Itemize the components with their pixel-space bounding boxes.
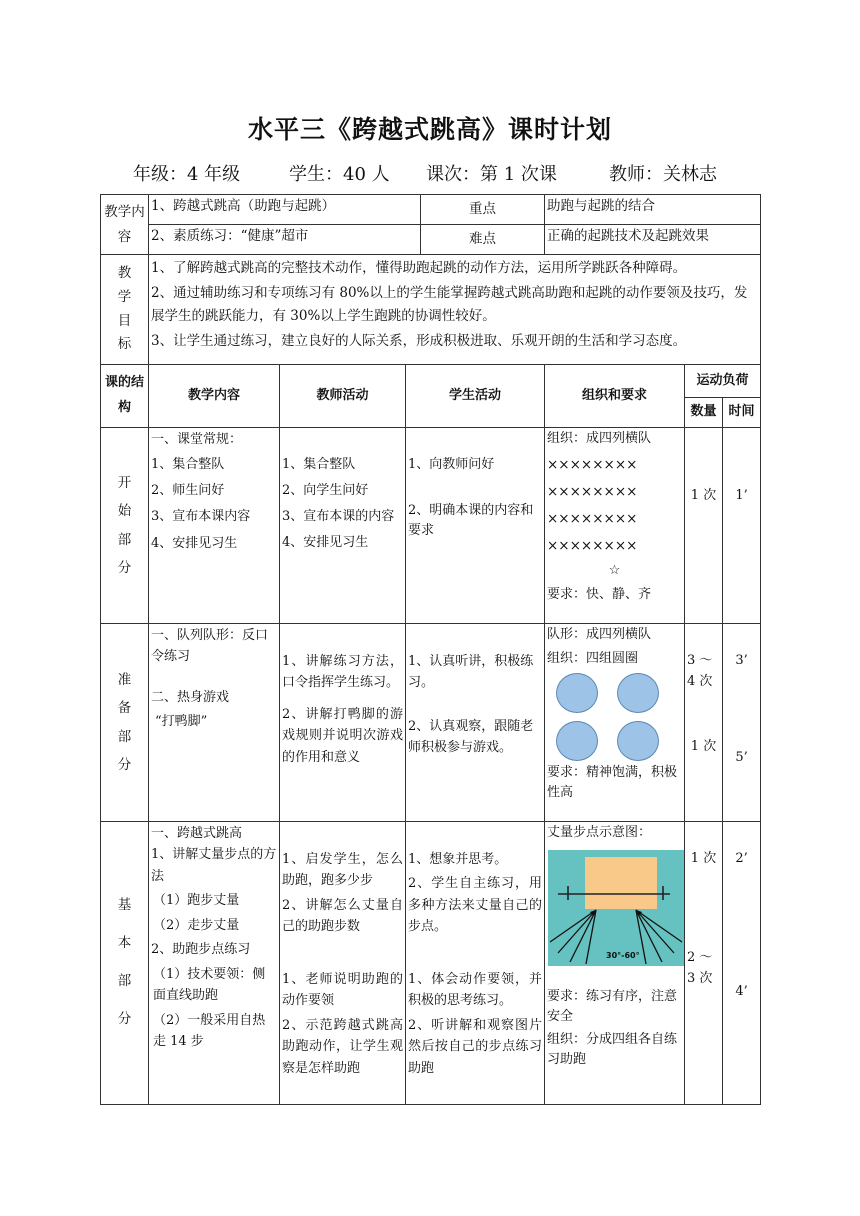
basic-teacher-1: 1、启发学生，怎么助跑，跑多少步 [282, 852, 403, 889]
start-teacher-3: 4、安排见习生 [282, 535, 369, 551]
header-time: 时间 [723, 398, 761, 428]
basic-student-3: 1、体会动作要领，并积极的思考练习。 [408, 971, 542, 1009]
start-teacher-0: 1、集合整队 [282, 457, 356, 472]
basic-student [406, 822, 545, 1105]
prep-org [545, 624, 685, 822]
prep-content-3: “打鸭脚” [155, 714, 208, 730]
basic-content-4: 2、助跑步点练习 [151, 942, 251, 958]
basic-content [149, 822, 280, 1105]
circle-groups [547, 669, 682, 763]
teacher-star-icon: ☆ [608, 562, 621, 578]
header-teacher: 教师活动 [280, 365, 406, 428]
lesson-info: 课次：第 1 次课 [426, 164, 557, 185]
basic-content-6: （2）一般采用自热走 14 步 [153, 1012, 266, 1049]
basic-time-1: 2’ [735, 851, 748, 866]
start-content-0: 一、课堂常规： [151, 432, 243, 447]
start-org-title: 组织：成四列横队 [547, 431, 652, 446]
goal-2: 2、通过辅助练习和专项练习有 80%以上的学生能掌握跨越式跳高助跑和起跳的动作要领及技巧，发展学生的跳跃能力，有 30%以上学生跑跳的协调性较好。 [151, 284, 748, 324]
content-label: 教学内容 [101, 195, 149, 255]
page-title: 水平三《跨越式跳高》课时计划 [247, 115, 612, 144]
prep-teacher-2: 2、讲解打鸭脚的游戏规则并说明次游戏的作用和意义 [282, 706, 403, 765]
landing-mat [585, 857, 657, 909]
start-requirement: 要求：快、静、齐 [547, 586, 652, 602]
basic-student-4: 2、听讲解和观察图片然后按自己的步点练习助跑 [408, 1017, 542, 1076]
goal-1: 1、了解跨越式跳高的完整技术动作，懂得助跑起跳的动作方法，运用所学跳跃各种障碍。 [151, 260, 687, 276]
basic-content-3: （2）走步丈量 [153, 917, 240, 933]
formation-row-1: ×××××××× [547, 457, 638, 474]
prep-content-2: 二、热身游戏 [151, 689, 230, 705]
start-time: 1’ [723, 428, 761, 624]
basic-count [685, 822, 723, 1105]
angle-label: 30°-60° [606, 951, 640, 961]
start-content-2: 2、师生问好 [151, 483, 225, 499]
prep-content-1: 一、队列队形：反口令练习 [151, 628, 269, 665]
prep-org-1: 队形：成四列横队 [547, 627, 652, 642]
teacher-info: 教师：关林志 [609, 164, 717, 185]
prep-teacher [280, 624, 406, 822]
prep-content [149, 624, 280, 822]
header-count: 数量 [685, 398, 723, 428]
start-org [545, 428, 685, 624]
basic-content-0: 一、跨越式跳高 [151, 826, 243, 841]
start-student-1: 2、明确本课的内容和要求 [408, 503, 534, 539]
start-content-4: 4、安排见习生 [151, 535, 238, 551]
formation-row-4: ×××××××× [547, 537, 638, 554]
basic-teacher-3: 1、老师说明助跑的动作要领 [282, 971, 403, 1009]
start-content [149, 428, 280, 624]
basic-student-2: 2、学生自主练习，用多种方法来丈量自己的步点。 [408, 876, 542, 935]
basic-label: 基本部分 [101, 822, 149, 1105]
prep-time-2: 5’ [735, 749, 748, 765]
start-student-0: 1、向教师问好 [408, 457, 495, 472]
grade-info: 年级：4 年级 [133, 164, 241, 185]
basic-time [723, 822, 761, 1105]
step-diagram [548, 850, 682, 973]
start-teacher-2: 3、宣布本课的内容 [282, 509, 395, 525]
prep-requirement: 要求：精神饱满，积极性高 [547, 765, 678, 801]
start-content-1: 1、集合整队 [151, 457, 225, 473]
start-student [406, 428, 545, 624]
content-item-1: 1、跨越式跳高（助跑与起跳） [149, 195, 421, 225]
lesson-plan-table [100, 194, 761, 1105]
basic-org-text: 组织：分成四组各自练习助跑 [547, 1031, 678, 1067]
basic-count-2: 2 ～ 3 次 [687, 949, 713, 986]
basic-teacher [280, 822, 406, 1105]
step-diagram-svg [548, 850, 685, 966]
start-count: 1 次 [685, 428, 723, 624]
diagram-title: 丈量步点示意图： [547, 825, 652, 840]
group-circle-3 [556, 721, 598, 761]
goals-cell [149, 255, 761, 365]
start-teacher [280, 428, 406, 624]
prep-count-2: 1 次 [690, 738, 717, 754]
difficulty-label: 难点 [421, 225, 545, 255]
basic-requirement: 要求：练习有序，注意安全 [547, 989, 678, 1025]
basic-student-1: 1、想象并思考。 [408, 852, 508, 867]
prep-student [406, 624, 545, 822]
header-load: 运动负荷 [685, 365, 761, 398]
prep-student-2: 2、认真观察，跟随老师积极参与游戏。 [408, 718, 534, 756]
content-item-2: 2、素质练习：“健康”超市 [149, 225, 421, 255]
basic-teacher-4: 2、示范跨越式跳高助跑动作，让学生观察是怎样助跑 [282, 1017, 403, 1076]
basic-time-2: 4’ [735, 983, 748, 999]
start-content-3: 3、宣布本课内容 [151, 509, 251, 525]
basic-content-2: （1）跑步丈量 [153, 893, 240, 909]
prep-count [685, 624, 723, 822]
prep-time [723, 624, 761, 822]
header-student: 学生活动 [406, 365, 545, 428]
prep-teacher-1: 1、讲解练习方法，口令指挥学生练习。 [282, 654, 403, 691]
basic-content-1: 1、讲解丈量步点的方法 [151, 847, 277, 884]
prep-time-1: 3’ [735, 653, 748, 668]
start-label: 开始部分 [101, 428, 149, 624]
goals-label: 教学目标 [101, 255, 149, 365]
basic-content-5: （1）技术要领：侧面直线助跑 [153, 966, 266, 1004]
formation-row-2: ×××××××× [547, 484, 638, 501]
difficulty-value: 正确的起跳技术及起跳效果 [545, 225, 761, 255]
header-org: 组织和要求 [545, 365, 685, 428]
students-info: 学生：40 人 [289, 164, 390, 185]
start-teacher-1: 2、向学生问好 [282, 483, 369, 499]
prep-org-2: 组织：四组圆圈 [547, 651, 639, 667]
prep-label: 准备部分 [101, 624, 149, 822]
group-circle-1 [556, 673, 598, 713]
basic-teacher-2: 2、讲解怎么丈量自己的助跑步数 [282, 897, 403, 935]
header-content: 教学内容 [149, 365, 280, 428]
group-circle-4 [617, 721, 659, 761]
key-label: 重点 [421, 195, 545, 225]
goal-3: 3、让学生通过练习，建立良好的人际关系，形成积极进取、乐观开朗的生活和学习态度。 [151, 332, 687, 349]
prep-student-1: 1、认真听讲，积极练习。 [408, 654, 534, 691]
group-circle-2 [617, 673, 659, 713]
prep-count-1: 3 ～ 4 次 [687, 653, 713, 689]
basic-count-1: 1 次 [690, 851, 717, 866]
basic-org [545, 822, 685, 1105]
header-structure: 课的结构 [101, 365, 149, 428]
key-value: 助跑与起跳的结合 [545, 195, 761, 225]
formation-row-3: ×××××××× [547, 510, 638, 527]
